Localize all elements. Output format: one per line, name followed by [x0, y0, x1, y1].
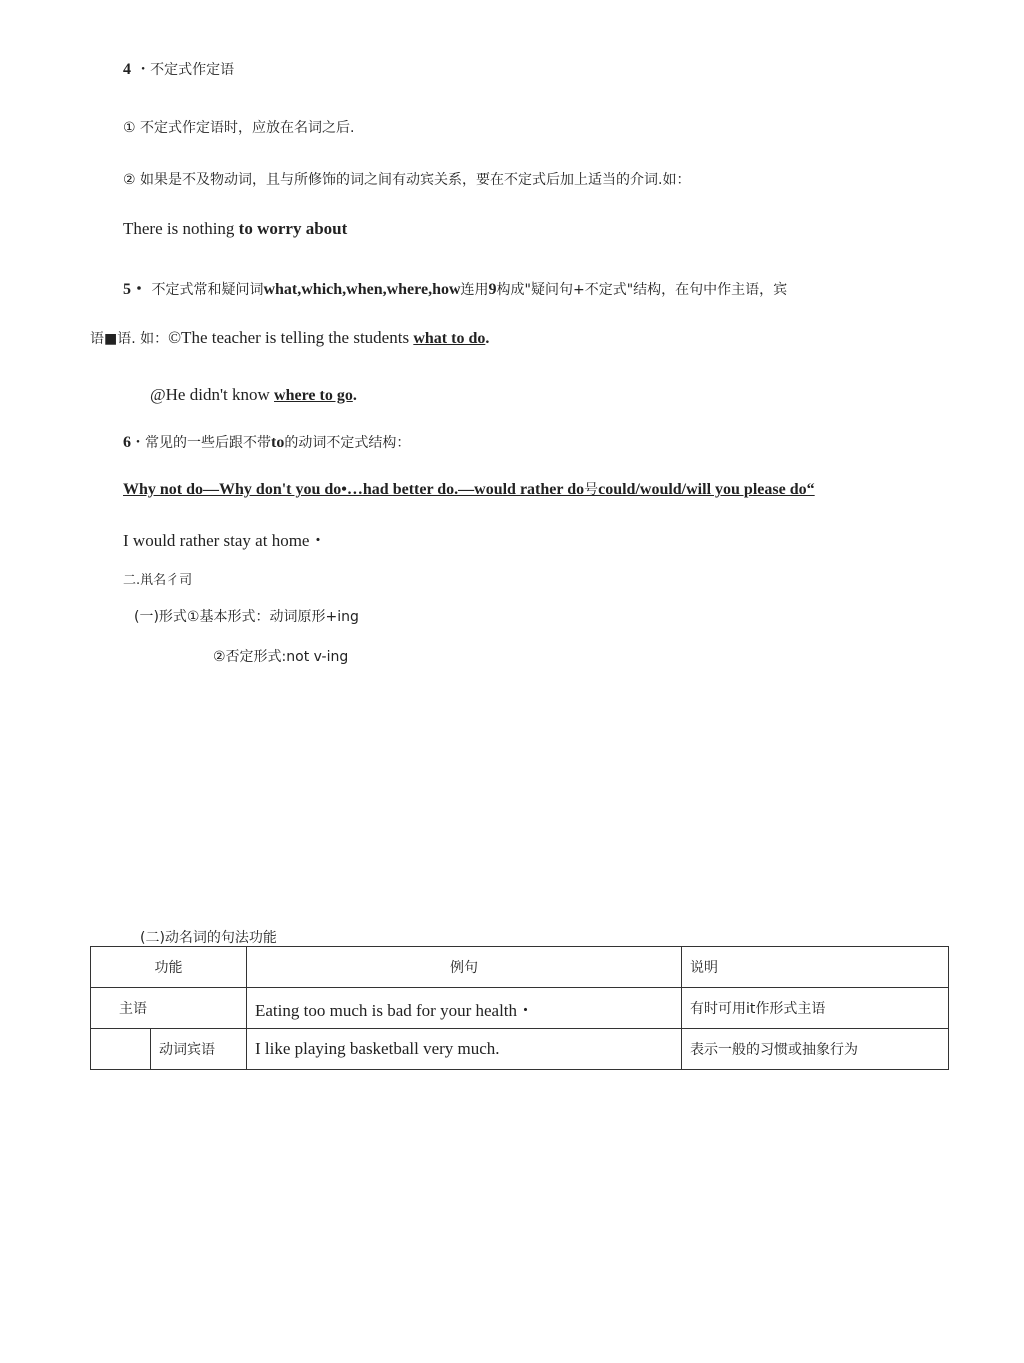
section-5-line-2-zh: 语■语. 如： — [90, 331, 169, 347]
gerund-negative-line: ②否定形式:not v-ing — [213, 649, 349, 665]
row-2-blank — [91, 1029, 151, 1070]
section-6-text-a: ・常见的一些后跟不带 — [131, 435, 271, 451]
section-6-text-b: 的动词不定式结构： — [284, 435, 411, 451]
section-4-example — [123, 219, 347, 239]
section-5-example-2 — [150, 385, 357, 405]
section-6-patterns — [123, 479, 815, 499]
row-2-example: I like playing basketball very much. — [247, 1029, 682, 1070]
header-function: 功能 — [91, 947, 247, 988]
section-5-example-2-text: @He didn't know — [150, 385, 275, 404]
header-example: 例句 — [247, 947, 682, 988]
row-1-example: Eating too much is bad for your health・ — [247, 988, 682, 1029]
section-6-patterns-b: could/would/will you please do“ — [598, 481, 815, 498]
table-row — [91, 1029, 949, 1070]
row-2-function: 动词宾语 — [151, 1029, 247, 1070]
section-5-example-1-text: ©The teacher is telling the students — [168, 328, 414, 347]
section-4-title: ・不定式作定语 — [136, 62, 235, 78]
section-6-example: I would rather stay at home・ — [123, 531, 327, 550]
table-caption: (二)动名词的句法功能 — [140, 930, 277, 946]
section-5-line-1 — [123, 276, 787, 299]
row-1-note: 有时可用it作形式主语 — [682, 988, 949, 1029]
row-2-note: 表示一般的习惯或抽象行为 — [682, 1029, 949, 1070]
table-header-row — [91, 947, 949, 988]
example-bold: to worry about — [238, 219, 348, 238]
header-note: 说明 — [682, 947, 949, 988]
section-5-bold-9: 9 — [488, 281, 497, 298]
section-5-text-c: 构成"疑问句+不定式"结构，在句中作主语，宾 — [496, 282, 788, 298]
section-5-line-2 — [90, 328, 489, 348]
section-4-heading — [123, 59, 234, 79]
section-6-heading — [123, 432, 410, 452]
table-row — [91, 988, 949, 1029]
section-5-number: 5・ — [123, 281, 148, 298]
section-5-example-1-bold: what to do — [413, 330, 486, 347]
gerund-function-table — [90, 946, 949, 1070]
example-plain: There is nothing — [123, 219, 239, 238]
section-4-item-1: ① 不定式作定语时，应放在名词之后. — [123, 120, 355, 136]
question-words: what,which,when,where,how — [263, 281, 461, 298]
gerund-form-line: (一)形式①基本形式：动词原形+ing — [134, 609, 359, 625]
section-4-number: 4 — [123, 61, 131, 78]
section-5-example-1-dot: . — [485, 330, 490, 347]
section-5-text-a: 不定式常和疑问词 — [147, 282, 264, 298]
section-5-example-2-bold: where to go — [274, 387, 353, 404]
section-4-item-2: ② 如果是不及物动词，且与所修饰的词之间有动宾关系，要在不定式后加上适当的介词.如： — [123, 172, 691, 188]
section-5-text-b: 连用 — [460, 282, 489, 298]
row-1-function: 主语 — [91, 988, 247, 1029]
section-6-patterns-a: Why not do—Why don't you do•…had better do.—would rather do — [123, 481, 585, 498]
section-6-to: to — [271, 434, 285, 451]
gerund-title: 二.鼡名彳司 — [123, 573, 193, 588]
section-5-example-2-dot: . — [352, 387, 357, 404]
section-6-number: 6 — [123, 434, 131, 451]
section-6-patterns-zh: 号 — [584, 482, 599, 498]
